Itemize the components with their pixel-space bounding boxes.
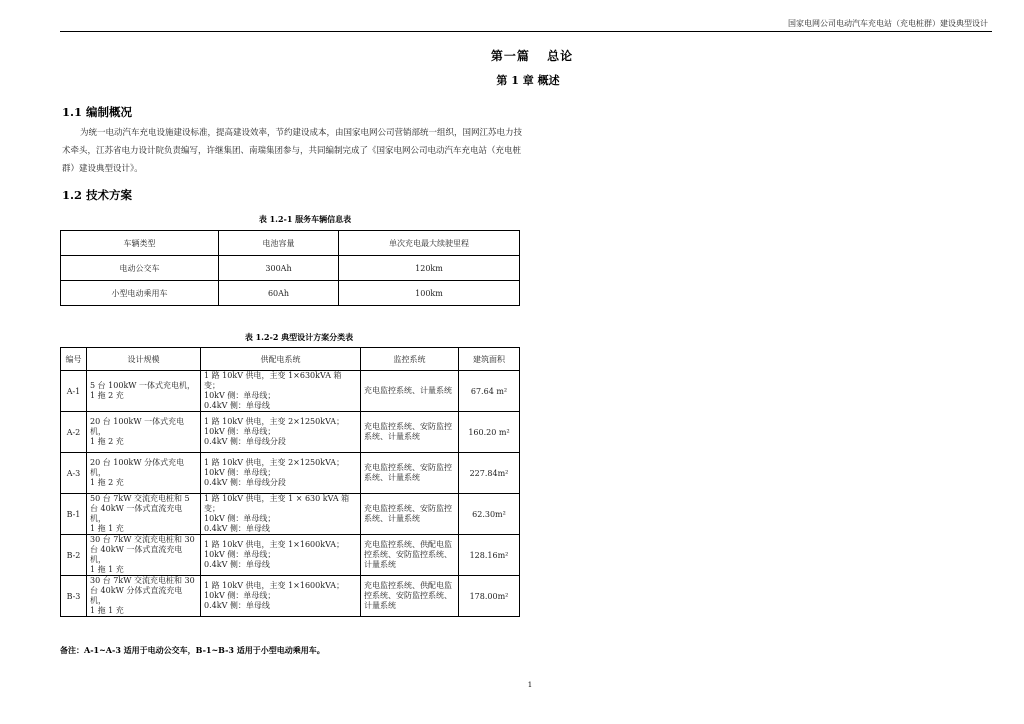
building-area-cell: 128.16m² bbox=[459, 535, 520, 576]
design-scale-cell-line: 1 拖 2 充 bbox=[90, 391, 124, 400]
design-scale-cell bbox=[87, 494, 201, 535]
header-cell: 车辆类型 bbox=[61, 231, 219, 256]
scheme-id-cell: B-3 bbox=[61, 576, 87, 617]
design-scale-cell-line: 台 40kW 一体式直流充电机， bbox=[90, 545, 183, 564]
design-scale-cell bbox=[87, 412, 201, 453]
power-system-cell-line: 10kV 侧：单母线； bbox=[204, 550, 276, 559]
scheme-id-cell: B-2 bbox=[61, 535, 87, 576]
power-system-cell-line: 0.4kV 侧：单母线 bbox=[204, 401, 270, 410]
scheme-id-cell: A-2 bbox=[61, 412, 87, 453]
design-scale-cell bbox=[87, 535, 201, 576]
monitor-system-cell bbox=[361, 371, 459, 412]
power-system-cell-line: 1 路 10kV 供电，主变 1×1600kVA； bbox=[204, 540, 345, 549]
header-cell: 电池容量 bbox=[219, 231, 339, 256]
power-system-cell-line: 0.4kV 侧：单母线分段 bbox=[204, 478, 286, 487]
table-note: 备注：A-1~A-3 适用于电动公交车，B-1~B-3 适用于小型电动乘用车。 bbox=[60, 645, 325, 655]
power-system-cell-line: 10kV 侧：单母线； bbox=[204, 391, 276, 400]
header-cell: 监控系统 bbox=[361, 348, 459, 371]
design-scale-cell bbox=[87, 576, 201, 617]
power-system-cell bbox=[201, 494, 361, 535]
running-header: 国家电网公司电动汽车充电站（充电桩群）建设典型设计 bbox=[788, 19, 988, 28]
section-heading-1-1: 1.1 编制概况 bbox=[62, 105, 133, 119]
vehicle-info-table bbox=[60, 230, 520, 306]
monitor-system-cell-line: 充电监控系统、供配电监 bbox=[364, 540, 452, 549]
building-area-cell: 160.20 m² bbox=[459, 412, 520, 453]
design-scale-cell-line: 20 台 100kW 一体式充电机， bbox=[90, 417, 185, 436]
design-scale-cell-line: 1 拖 2 充 bbox=[90, 437, 124, 446]
design-scale-cell-line: 1 拖 1 充 bbox=[90, 606, 124, 615]
monitor-system-cell-line: 充电监控系统、安防监控 bbox=[364, 463, 452, 472]
scheme-id-cell: A-3 bbox=[61, 453, 87, 494]
table-cell: 300Ah bbox=[219, 256, 339, 281]
table-row bbox=[61, 412, 520, 453]
monitor-system-cell bbox=[361, 576, 459, 617]
header-cell: 建筑面积 bbox=[459, 348, 520, 371]
scheme-id-cell: A-1 bbox=[61, 371, 87, 412]
table-row bbox=[61, 494, 520, 535]
design-scale-cell-line: 台 40kW 一体式直流充电机， bbox=[90, 504, 183, 523]
power-system-cell-line: 0.4kV 侧：单母线分段 bbox=[204, 437, 286, 446]
power-system-cell bbox=[201, 576, 361, 617]
header-cell: 单次充电最大续驶里程 bbox=[339, 231, 520, 256]
table-header-row bbox=[61, 348, 520, 371]
section-1-1-body: 为统一电动汽车充电设施建设标准，提高建设效率，节约建设成本，由国家电网公司营销部统一组织，国网江苏电力技术牵头，江苏省电力设计院负责编写，许继集团、南瑞集团参与，共同编制完成了《国家电网公司电动汽车充电站（充电桩群）建设典型设计》。 bbox=[62, 128, 523, 174]
table-cell: 100km bbox=[339, 281, 520, 306]
monitor-system-cell-line: 充电监控系统、安防监控 bbox=[364, 504, 452, 513]
scheme-id-cell: B-1 bbox=[61, 494, 87, 535]
monitor-system-cell bbox=[361, 453, 459, 494]
monitor-system-cell bbox=[361, 412, 459, 453]
power-system-cell bbox=[201, 412, 361, 453]
design-scale-cell-line: 20 台 100kW 分体式充电机， bbox=[90, 458, 185, 477]
table-row bbox=[61, 281, 520, 306]
power-system-cell-line: 1 路 10kV 供电，主变 2×1250kVA； bbox=[204, 417, 345, 426]
design-scale-cell-line: 1 拖 2 充 bbox=[90, 478, 124, 487]
monitor-system-cell-line: 系统、计量系统 bbox=[364, 473, 420, 482]
power-system-cell-line: 0.4kV 侧：单母线 bbox=[204, 560, 270, 569]
monitor-system-cell-line: 充电监控系统、安防监控 bbox=[364, 422, 452, 431]
table-row bbox=[61, 453, 520, 494]
table-cell: 电动公交车 bbox=[61, 256, 219, 281]
power-system-cell-line: 10kV 侧：单母线； bbox=[204, 427, 276, 436]
monitor-system-cell-line: 系统、计量系统 bbox=[364, 514, 420, 523]
table-header-row bbox=[61, 231, 520, 256]
part-name: 总论 bbox=[547, 49, 574, 63]
building-area-cell: 67.64 m² bbox=[459, 371, 520, 412]
power-system-cell-line: 10kV 侧：单母线； bbox=[204, 591, 276, 600]
building-area-cell: 178.00m² bbox=[459, 576, 520, 617]
power-system-cell-line: 10kV 侧：单母线； bbox=[204, 514, 276, 523]
header-cell: 供配电系统 bbox=[201, 348, 361, 371]
part-title bbox=[0, 47, 1024, 64]
monitor-system-cell bbox=[361, 535, 459, 576]
monitor-system-cell-line: 系统、计量系统 bbox=[364, 432, 420, 441]
design-scale-cell-line: 50 台 7kW 交流充电桩和 5 bbox=[90, 494, 190, 503]
power-system-cell-line: 1 路 10kV 供电，主变 1×1600kVA； bbox=[204, 581, 345, 590]
power-system-cell bbox=[201, 453, 361, 494]
header-cell: 设计规模 bbox=[87, 348, 201, 371]
building-area-cell: 62.30m² bbox=[459, 494, 520, 535]
power-system-cell-line: 1 路 10kV 供电，主变 2×1250kVA； bbox=[204, 458, 345, 467]
table-cell: 120km bbox=[339, 256, 520, 281]
design-scale-cell-line: 30 台 7kW 交流充电桩和 30 bbox=[90, 535, 195, 544]
table-cell: 小型电动乘用车 bbox=[61, 281, 219, 306]
table2-caption: 表 1.2-2 典型设计方案分类表 bbox=[244, 332, 354, 342]
design-scale-cell-line: 1 拖 1 充 bbox=[90, 565, 124, 574]
monitor-system-cell-line: 充电监控系统、计量系统 bbox=[364, 386, 452, 395]
design-scale-cell bbox=[87, 371, 201, 412]
table-cell: 60Ah bbox=[219, 281, 339, 306]
design-scale-cell-line: 5 台 100kW 一体式充电机， bbox=[90, 381, 196, 390]
power-system-cell-line: 0.4kV 侧：单母线 bbox=[204, 601, 270, 610]
power-system-cell bbox=[201, 535, 361, 576]
power-system-cell-line: 10kV 侧：单母线； bbox=[204, 468, 276, 477]
table1-caption: 表 1.2-1 服务车辆信息表 bbox=[258, 214, 352, 224]
table-row bbox=[61, 256, 520, 281]
table-row bbox=[61, 371, 520, 412]
monitor-system-cell bbox=[361, 494, 459, 535]
monitor-system-cell-line: 控系统、安防监控系统、 bbox=[364, 591, 452, 600]
building-area-cell: 227.84m² bbox=[459, 453, 520, 494]
table-row bbox=[61, 576, 520, 617]
design-scale-cell-line: 1 拖 1 充 bbox=[90, 524, 124, 533]
chapter-title: 第 1 章 概述 bbox=[496, 74, 560, 87]
section-heading-1-2: 1.2 技术方案 bbox=[62, 188, 133, 202]
header-rule bbox=[60, 31, 992, 32]
power-system-cell-line: 0.4kV 侧：单母线 bbox=[204, 524, 270, 533]
design-scheme-table bbox=[60, 347, 520, 617]
power-system-cell-line: 1 路 10kV 供电，主变 1 × 630 kVA 箱变； bbox=[204, 494, 350, 513]
design-scale-cell-line: 30 台 7kW 交流充电桩和 30 bbox=[90, 576, 195, 585]
table-row bbox=[61, 535, 520, 576]
monitor-system-cell-line: 计量系统 bbox=[364, 601, 396, 610]
monitor-system-cell-line: 计量系统 bbox=[364, 560, 396, 569]
page-number: 1 bbox=[527, 681, 533, 689]
design-scale-cell bbox=[87, 453, 201, 494]
header-cell: 编号 bbox=[61, 348, 87, 371]
monitor-system-cell-line: 充电监控系统、供配电监 bbox=[364, 581, 452, 590]
monitor-system-cell-line: 控系统、安防监控系统、 bbox=[364, 550, 452, 559]
part-label: 第一篇 bbox=[490, 49, 530, 63]
power-system-cell bbox=[201, 371, 361, 412]
design-scale-cell-line: 台 40kW 分体式直流充电机， bbox=[90, 586, 183, 605]
power-system-cell-line: 1 路 10kV 供电，主变 1×630kVA 箱变； bbox=[204, 371, 342, 390]
